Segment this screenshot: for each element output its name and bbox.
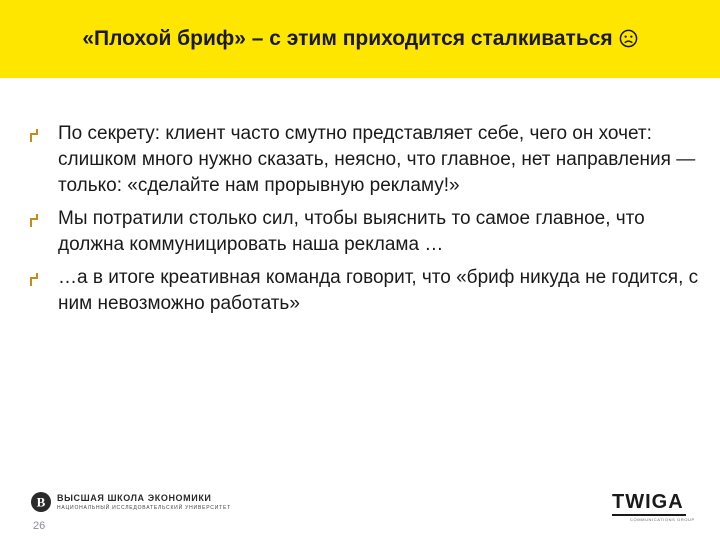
- frown-face-icon: [619, 29, 638, 48]
- bullet-text: …а в итоге креативная команда говорит, что «бриф никуда не годится, с ним невозможно работать»: [58, 267, 699, 314]
- list-item: [28, 206, 708, 258]
- twiga-divider: [612, 514, 686, 516]
- bullet-text: По секрету: клиент часто смутно представляет себе, чего он хочет: слишком много нужно сказать, неясно, что главное, нет направления — только: «сделайте нам прорывную рекламу!»: [58, 123, 696, 196]
- page-number: 26: [33, 520, 46, 532]
- twiga-logo: [612, 491, 695, 523]
- hse-logo: [30, 491, 231, 513]
- slide-title-text: «Плохой бриф» – с этим приходится сталкиваться: [82, 27, 613, 50]
- title-bar: [0, 0, 720, 78]
- twiga-subtitle: COMMUNICATIONS GROUP: [630, 517, 695, 522]
- hook-bullet-icon: [28, 127, 40, 143]
- hse-name: ВЫСШАЯ ШКОЛА ЭКОНОМИКИ: [57, 492, 212, 503]
- twiga-name: TWIGA: [612, 491, 684, 513]
- hook-bullet-icon: [28, 212, 40, 228]
- list-item: [28, 121, 708, 199]
- list-item: [28, 265, 708, 317]
- bullet-text: Мы потратили столько сил, чтобы выяснить то самое главное, что должна коммуницировать наша реклама …: [58, 208, 645, 255]
- hook-bullet-icon: [28, 271, 40, 287]
- slide-title: [82, 27, 637, 51]
- hse-emblem-icon: [30, 491, 52, 513]
- bullet-list: [28, 121, 708, 324]
- hse-subtitle: НАЦИОНАЛЬНЫЙ ИССЛЕДОВАТЕЛЬСКИЙ УНИВЕРСИТЕТ: [57, 504, 231, 511]
- svg-text:B: B: [36, 494, 46, 510]
